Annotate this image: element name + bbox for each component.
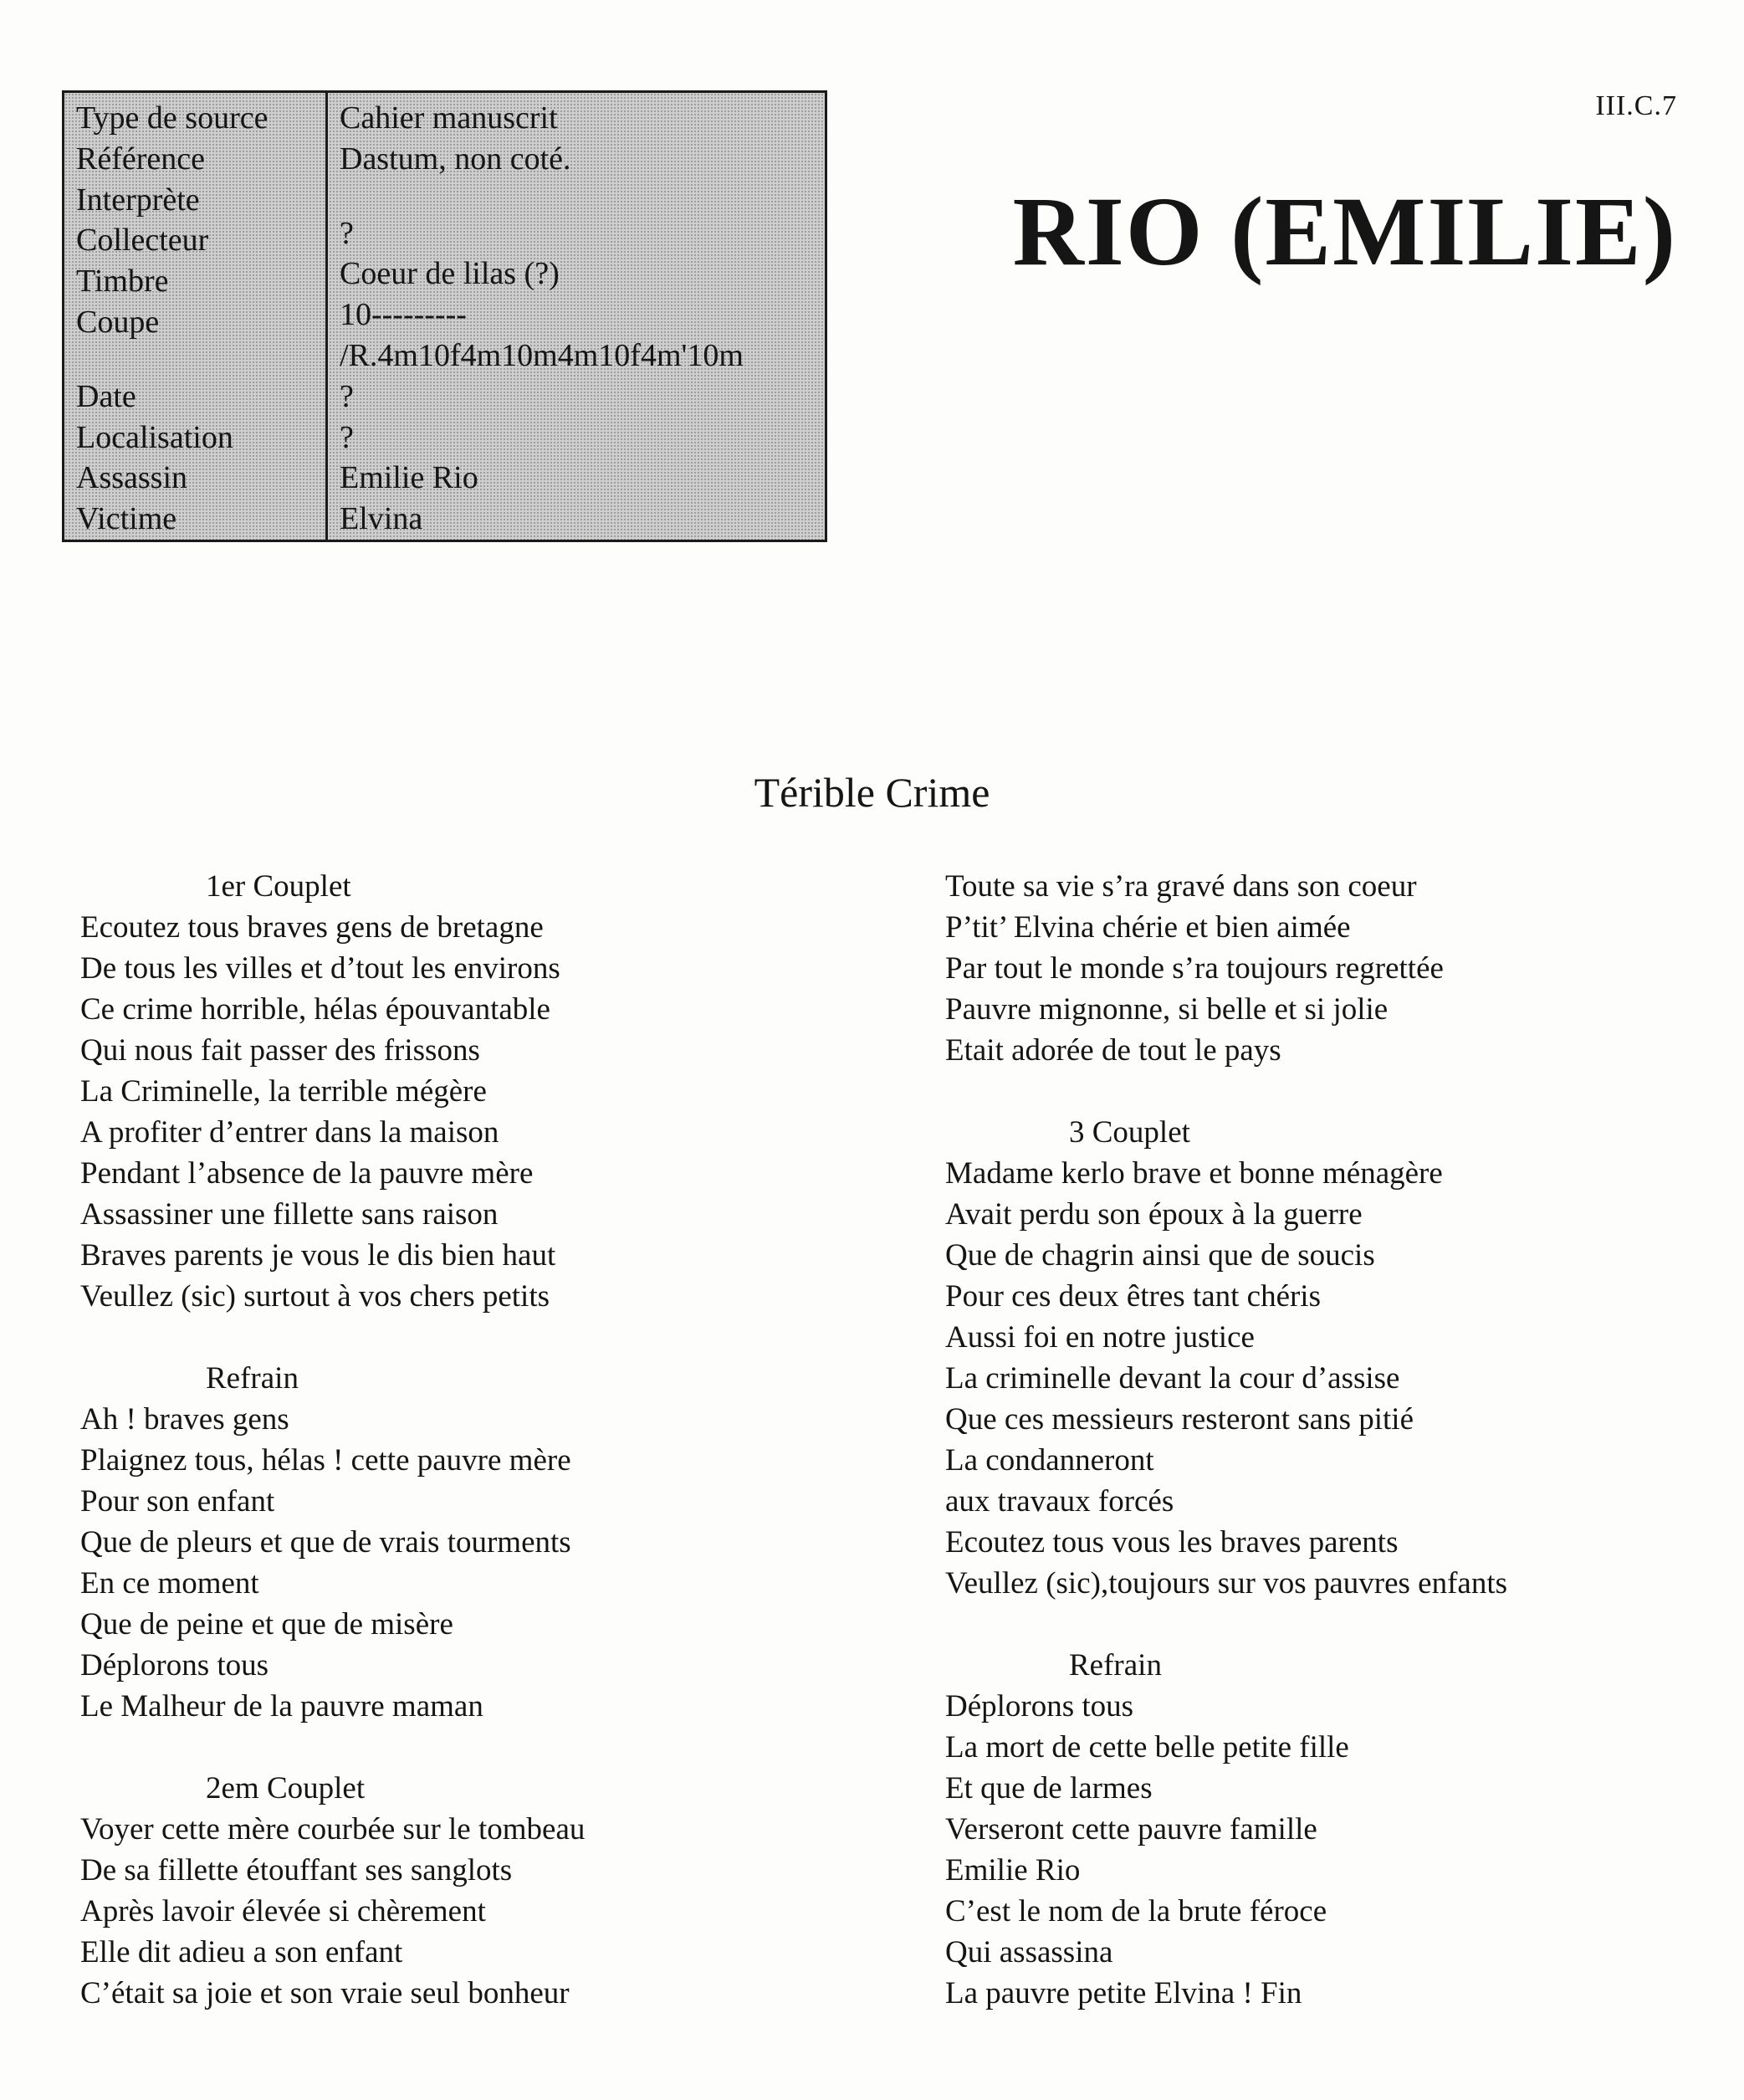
lyric-line: Que de pleurs et que de vrais tourments <box>80 1525 571 1560</box>
lyric-line: Ecoutez tous braves gens de bretagne <box>80 910 544 945</box>
metadata-label: Date <box>76 378 136 414</box>
lyric-line: La pauvre petite Elvina ! Fin <box>945 1976 1302 2010</box>
metadata-label: Coupe <box>76 304 160 340</box>
lyric-line: C’était sa joie et son vraie seul bonheur <box>80 1976 570 2010</box>
metadata-label: Type de source <box>76 100 269 136</box>
lyric-line: aux travaux forcés <box>945 1484 1174 1519</box>
lyric-line: Elle dit adieu a son enfant <box>80 1935 403 1969</box>
lyric-line: Pour ces deux êtres tant chéris <box>945 1279 1321 1314</box>
lyric-line: Que ces messieurs resteront sans pitié <box>945 1402 1414 1437</box>
stanza-gap <box>945 1071 1698 1112</box>
stanza-gap <box>945 1604 1698 1645</box>
metadata-value: Cahier manuscrit <box>340 100 558 136</box>
lyric-line: Que de chagrin ainsi que de soucis <box>945 1238 1375 1273</box>
metadata-label: Collecteur <box>76 223 209 259</box>
metadata-label: Victime <box>76 501 177 537</box>
metadata-label <box>76 343 325 376</box>
metadata-values-column <box>328 93 825 540</box>
lyric-line: La mort de cette belle petite fille <box>945 1730 1349 1765</box>
metadata-value: /R.4m10f4m10m4m10f4m'10m <box>340 338 744 374</box>
lyric-line: Déplorons tous <box>80 1648 269 1683</box>
lyric-line: De tous les villes et d’tout les environs <box>80 951 560 986</box>
lyric-line: Braves parents je vous le dis bien haut <box>80 1238 556 1273</box>
lyric-line: C’est le nom de la brute féroce <box>945 1894 1327 1928</box>
lyric-line: A profiter d’entrer dans la maison <box>80 1115 499 1150</box>
metadata-value: Elvina <box>340 501 423 537</box>
metadata-labels-column <box>64 93 328 540</box>
lyric-line: La Criminelle, la terrible mégère <box>80 1074 487 1109</box>
lyric-line: Avait perdu son époux à la guerre <box>945 1197 1363 1232</box>
lyric-line: Veullez (sic) surtout à vos chers petits <box>80 1279 550 1314</box>
stanza-gap <box>80 1317 883 1358</box>
lyric-line: Plaignez tous, hélas ! cette pauvre mère <box>80 1443 571 1478</box>
metadata-value: Emilie Rio <box>340 460 478 496</box>
lyric-line: Déplorons tous <box>945 1689 1134 1724</box>
lyric-line: En ce moment <box>80 1566 259 1601</box>
lyric-line: Ah ! braves gens <box>80 1402 289 1437</box>
stanza-heading: 1er Couplet <box>206 869 351 904</box>
metadata-value: ? <box>340 419 354 455</box>
stanza-gap <box>80 1727 883 1768</box>
lyrics-left-column <box>80 866 883 2014</box>
lyric-line: Pauvre mignonne, si belle et si jolie <box>945 992 1389 1027</box>
lyric-line: Qui nous fait passer des frissons <box>80 1033 480 1068</box>
metadata-value: ? <box>340 378 354 414</box>
lyric-line: Voyer cette mère courbée sur le tombeau <box>80 1812 586 1846</box>
lyric-line: Qui assassina <box>945 1935 1113 1969</box>
stanza-heading: 3 Couplet <box>1069 1115 1190 1150</box>
lyric-line: La criminelle devant la cour d’assise <box>945 1361 1400 1396</box>
lyrics-right-column <box>945 866 1698 2014</box>
lyric-line: Etait adorée de tout le pays <box>945 1033 1281 1068</box>
song-title: Térible Crime <box>754 769 990 816</box>
lyric-line: Que de peine et que de misère <box>80 1607 453 1642</box>
metadata-value: 10--------- <box>340 297 467 333</box>
metadata-label: Timbre <box>76 264 169 300</box>
stanza-heading: Refrain <box>1069 1648 1162 1683</box>
lyric-line: Emilie Rio <box>945 1853 1081 1887</box>
lyric-line: Madame kerlo brave et bonne ménagère <box>945 1156 1443 1191</box>
lyric-line: Par tout le monde s’ra toujours regrettée <box>945 951 1444 986</box>
metadata-value: Coeur de lilas (?) <box>340 256 560 292</box>
stanza-heading: 2em Couplet <box>206 1771 366 1805</box>
lyric-line: Aussi foi en notre justice <box>945 1320 1255 1355</box>
page-title: RIO (EMILIE) <box>1012 177 1677 286</box>
lyric-line: Assassiner une fillette sans raison <box>80 1197 499 1232</box>
lyric-line: La condanneront <box>945 1443 1154 1478</box>
lyric-line: Ecoutez tous vous les braves parents <box>945 1525 1399 1560</box>
lyric-line: Ce crime horrible, hélas épouvantable <box>80 992 550 1027</box>
lyric-line: Le Malheur de la pauvre maman <box>80 1689 483 1724</box>
lyric-line: Verseront cette pauvre famille <box>945 1812 1317 1846</box>
metadata-label: Interprète <box>76 182 200 218</box>
metadata-label: Localisation <box>76 419 233 455</box>
lyric-line: Après lavoir élevée si chèrement <box>80 1894 486 1928</box>
metadata-label: Référence <box>76 141 205 177</box>
metadata-value: ? <box>340 215 354 251</box>
metadata-value <box>340 180 825 213</box>
lyric-line: Et que de larmes <box>945 1771 1153 1805</box>
lyric-line: Veullez (sic),toujours sur vos pauvres enfants <box>945 1566 1507 1601</box>
metadata-table <box>62 90 827 542</box>
lyric-line: Pendant l’absence de la pauvre mère <box>80 1156 534 1191</box>
lyric-line: De sa fillette étouffant ses sanglots <box>80 1853 513 1887</box>
metadata-label: Assassin <box>76 460 188 496</box>
stanza-heading: Refrain <box>206 1361 299 1396</box>
reference-code: III.C.7 <box>1595 90 1677 121</box>
lyric-line: P’tit’ Elvina chérie et bien aimée <box>945 910 1351 945</box>
lyric-line: Pour son enfant <box>80 1484 275 1519</box>
metadata-value: Dastum, non coté. <box>340 141 571 177</box>
lyric-line: Toute sa vie s’ra gravé dans son coeur <box>945 869 1417 904</box>
